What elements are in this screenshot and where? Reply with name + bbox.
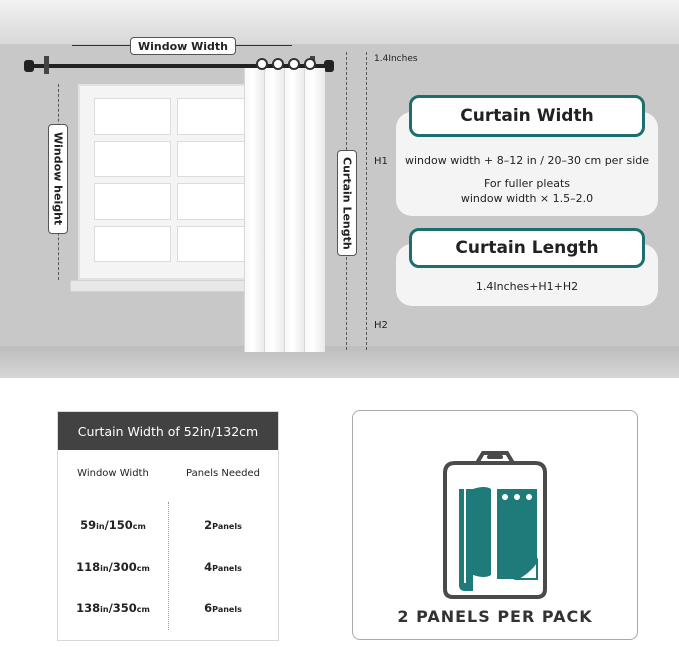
grommet-icon bbox=[304, 58, 316, 70]
curtain-width-formula: window width + 8–12 in / 20–30 cm per side bbox=[404, 154, 650, 167]
table-row-panels: 4Panels bbox=[204, 560, 242, 574]
fuller-pleats-label: For fuller pleats bbox=[483, 177, 571, 190]
curtain-length-formula: 1.4Inches+H1+H2 bbox=[475, 280, 579, 293]
curtain-pack-icon bbox=[435, 449, 555, 599]
pack-card bbox=[352, 410, 638, 640]
floor bbox=[0, 346, 679, 378]
table-row-panels: 6Panels bbox=[204, 601, 242, 615]
panels-table bbox=[57, 411, 279, 641]
ceiling bbox=[0, 0, 679, 44]
grommet-icon bbox=[288, 58, 300, 70]
window-width-label: Window Width bbox=[130, 37, 236, 55]
table-header: Curtain Width of 52in/132cm bbox=[58, 412, 278, 450]
table-row-window-width: 59in/150cm bbox=[80, 518, 146, 532]
grommet-icon bbox=[272, 58, 284, 70]
window-height-label: Window height bbox=[48, 124, 68, 234]
fuller-pleats-formula: window width × 1.5–2.0 bbox=[460, 192, 594, 205]
height-breakdown-dimension bbox=[366, 52, 367, 350]
curtain-width-title: Curtain Width bbox=[409, 95, 645, 137]
curtain-length-title: Curtain Length bbox=[409, 228, 645, 268]
table-row-window-width: 118in/300cm bbox=[76, 560, 150, 574]
grommet-icon bbox=[256, 58, 268, 70]
window-sill bbox=[70, 280, 262, 292]
curtain-length-label: Curtain Length bbox=[337, 150, 357, 256]
rod-bracket-left bbox=[44, 56, 49, 74]
h2-label: H2 bbox=[374, 320, 388, 331]
pack-label: 2 PANELS PER PACK bbox=[397, 607, 593, 626]
table-row-window-width: 138in/350cm bbox=[76, 601, 150, 615]
top-offset-label: 1.4Inches bbox=[374, 54, 418, 64]
h1-label: H1 bbox=[374, 156, 388, 167]
curtain-panel bbox=[244, 58, 328, 354]
column-header-window-width: Window Width bbox=[77, 468, 149, 479]
window-panes bbox=[94, 98, 254, 262]
table-row-panels: 2Panels bbox=[204, 518, 242, 532]
rod-finial-left bbox=[24, 60, 34, 72]
column-header-panels: Panels Needed bbox=[186, 468, 260, 479]
